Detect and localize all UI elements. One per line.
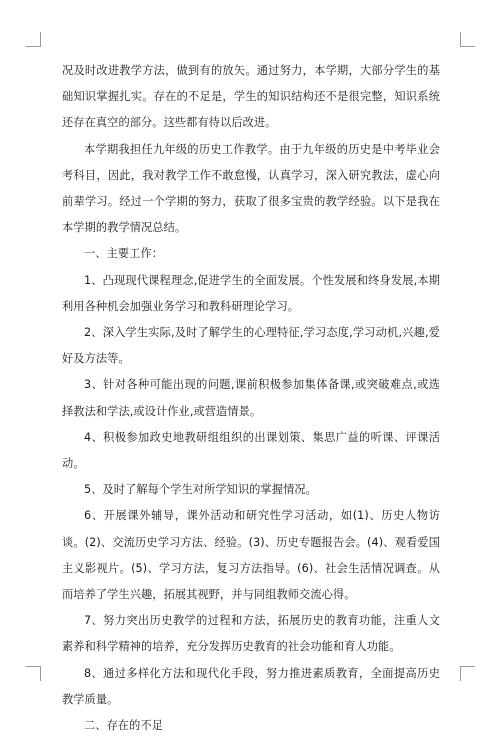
list-item-6: 6、开展课外辅导，课外活动和研究性学习活动，如(1)、历史人物访谈。(2)、交流历史学习方法、经验。(3)、历史专题报告会。(4)、观看爱国主义影视片。(5)、学习方法，复习方法指导。(6)、社会生活情况调查。从而培养了学生兴趣，拓展其视野，并与同组教师交流心得。 (62, 509, 440, 602)
paragraph-continuation: 况及时改进教学方法，做到有的放矢。通过努力，本学期，大部分学生的基础知识掌握扎实。存在的不足是，学生的知识结构还不是很完整，知识系统还存在真空的部分。这些都有待以后改进。 (62, 64, 440, 130)
crop-mark-top-left (26, 32, 41, 47)
list-item-2: 2、深入学生实际,及时了解学生的心理特征,学习态度,学习动机,兴趣,爱好及方法等。 (62, 326, 440, 366)
paragraph-intro: 本学期我担任九年级的历史工作教学。由于九年级的历史是中考毕业会考科目，因此，我对教学工作不敢怠慢，认真学习，深入研究教法，虚心向前辈学习。经过一个学期的努力，获取了很多宝贵的教学经验。以下是我在本学期的教学情况总结。 (62, 142, 440, 235)
list-item-1: 1、凸现现代课程理念,促进学生的全面发展。个性发展和终身发展,本期利用各种机会加强业务学习和教科研理论学习。 (62, 273, 440, 313)
list-item-5: 5、及时了解每个学生对所学知识的掌握情况。 (84, 483, 317, 497)
crop-mark-bottom-right (460, 666, 475, 681)
list-item-4: 4、积极参加政史地教研组组织的出课划策、集思广益的听课、评课活动。 (62, 430, 440, 471)
crop-mark-bottom-left (26, 666, 41, 681)
crop-mark-top-right (460, 32, 475, 47)
section-heading-shortcomings: 二、存在的不足 (84, 719, 164, 733)
list-item-3: 3、针对各种可能出现的问题,课前积极参加集体备课,或突破难点,或选择教法和学法,或设计作业,或营造情景。 (62, 378, 440, 418)
section-heading-main-work: 一、主要工作： (84, 247, 164, 261)
list-item-7: 7、努力突出历史教学的过程和方法，拓展历史的教育功能，注重人文素养和科学精神的培养，充分发挥历史教育的社会功能和育人功能。 (62, 614, 440, 654)
list-item-8: 8、通过多样化方法和现代化手段，努力推进素质教育，全面提高历史教学质量。 (62, 666, 440, 706)
document-body (62, 58, 440, 739)
